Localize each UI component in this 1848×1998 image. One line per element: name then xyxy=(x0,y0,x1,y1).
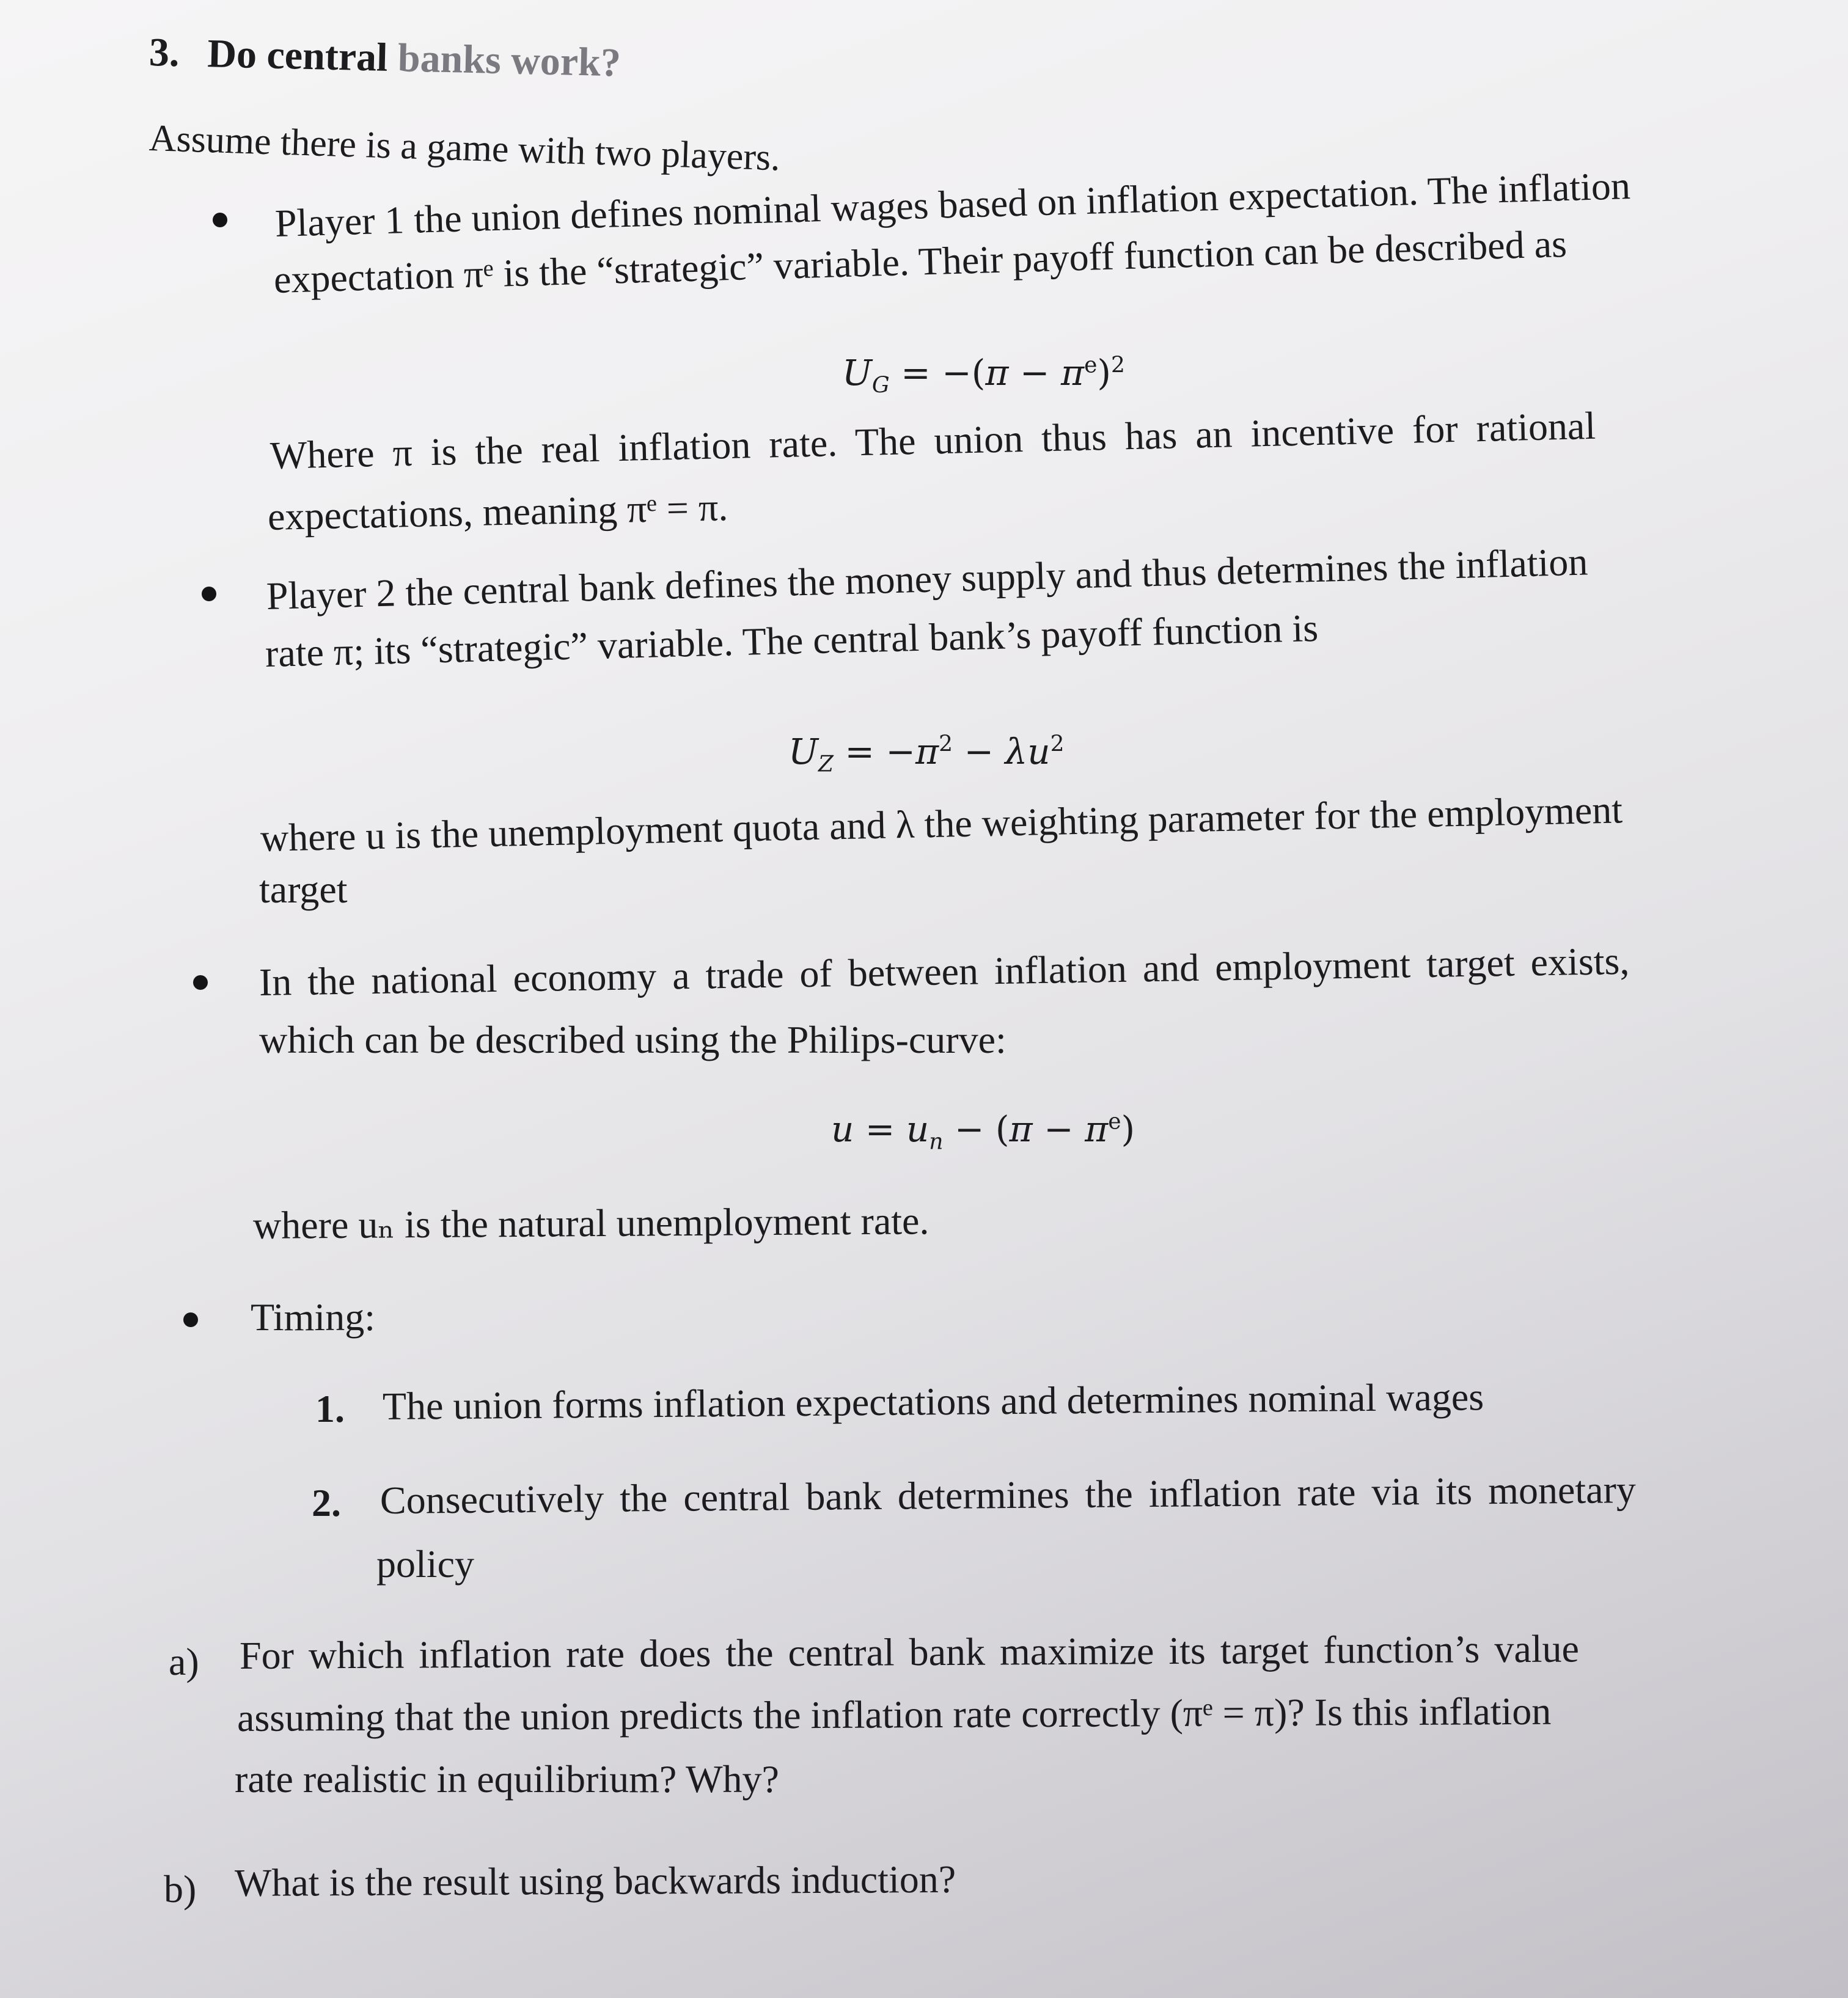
bullet-3-marker xyxy=(193,975,208,990)
bullet-2-after-line-2: target xyxy=(259,868,348,911)
bullet-1-marker xyxy=(213,213,227,227)
question-b-marker: b) xyxy=(164,1867,197,1911)
equation-union-payoff: $U_G = -(\pi - \pi^e)^2$ xyxy=(842,352,1125,398)
question-a-line-2: assuming that the union predicts the inflation rate correctly (πᵉ = π)? Is this inflation xyxy=(237,1689,1552,1740)
bullet-2-marker xyxy=(202,587,216,601)
bullet-4-marker xyxy=(183,1312,198,1327)
exercise-number: 3. xyxy=(148,30,180,76)
bullet-1-after-line-1: Where π is the real inflation rate. The union thus has an incentive for rational xyxy=(270,403,1596,477)
timing-item-1-marker: 1. xyxy=(315,1387,345,1430)
bullet-1-line-1: Player 1 the union defines nominal wages based on inflation expectation. The inflation xyxy=(274,164,1631,245)
equation-central-bank-payoff: $U_Z = -\pi^2 - \lambda u^2$ xyxy=(788,731,1065,777)
intro-text: Assume there is a game with two players. xyxy=(148,117,781,179)
timing-item-1-line-1: The union forms inflation expectations and determines nominal wages xyxy=(382,1375,1484,1428)
question-a-marker: a) xyxy=(169,1640,199,1683)
question-a-line-1: For which inflation rate does the central bank maximize its target function’s value xyxy=(239,1627,1580,1677)
bullet-2-after-line-1: where u is the unemployment quota and λ the weighting parameter for the employment xyxy=(260,788,1623,860)
timing-item-2-line-2: policy xyxy=(376,1542,474,1586)
bullet-3-after-line-1: where uₙ is the natural unemployment rate. xyxy=(252,1199,930,1247)
bullet-2-line-2: rate π; its “strategic” variable. The central bank’s payoff function is xyxy=(265,606,1319,675)
bullet-1-after-line-2: expectations, meaning πᵉ = π. xyxy=(267,485,728,538)
bullet-1-line-2: expectation πᵉ is the “strategic” variable. Their payoff function can be described as xyxy=(273,221,1568,301)
exercise-heading xyxy=(148,24,622,91)
question-b-line-1: What is the result using backwards induction? xyxy=(234,1857,956,1905)
exercise-title: Do central xyxy=(207,31,398,81)
equation-philips-curve: $u = u_n - (\pi - \pi^e)$ xyxy=(831,1108,1135,1155)
bullet-3-line-1: In the national economy a trade of between inflation and employment target exists, xyxy=(258,939,1630,1004)
timing-item-2-line-1: Consecutively the central bank determines the inflation rate via its monetary xyxy=(380,1468,1637,1522)
timing-item-2-marker: 2. xyxy=(312,1481,341,1524)
question-a-line-3: rate realistic in equilibrium? Why? xyxy=(235,1757,779,1801)
timing-label: Timing: xyxy=(251,1295,375,1339)
bullet-2-line-1: Player 2 the central bank defines the money supply and thus determines the inflation xyxy=(266,540,1589,618)
bullet-3-line-2: which can be described using the Philips-curve: xyxy=(259,1018,1007,1061)
exercise-title-faded: banks work? xyxy=(397,35,622,86)
